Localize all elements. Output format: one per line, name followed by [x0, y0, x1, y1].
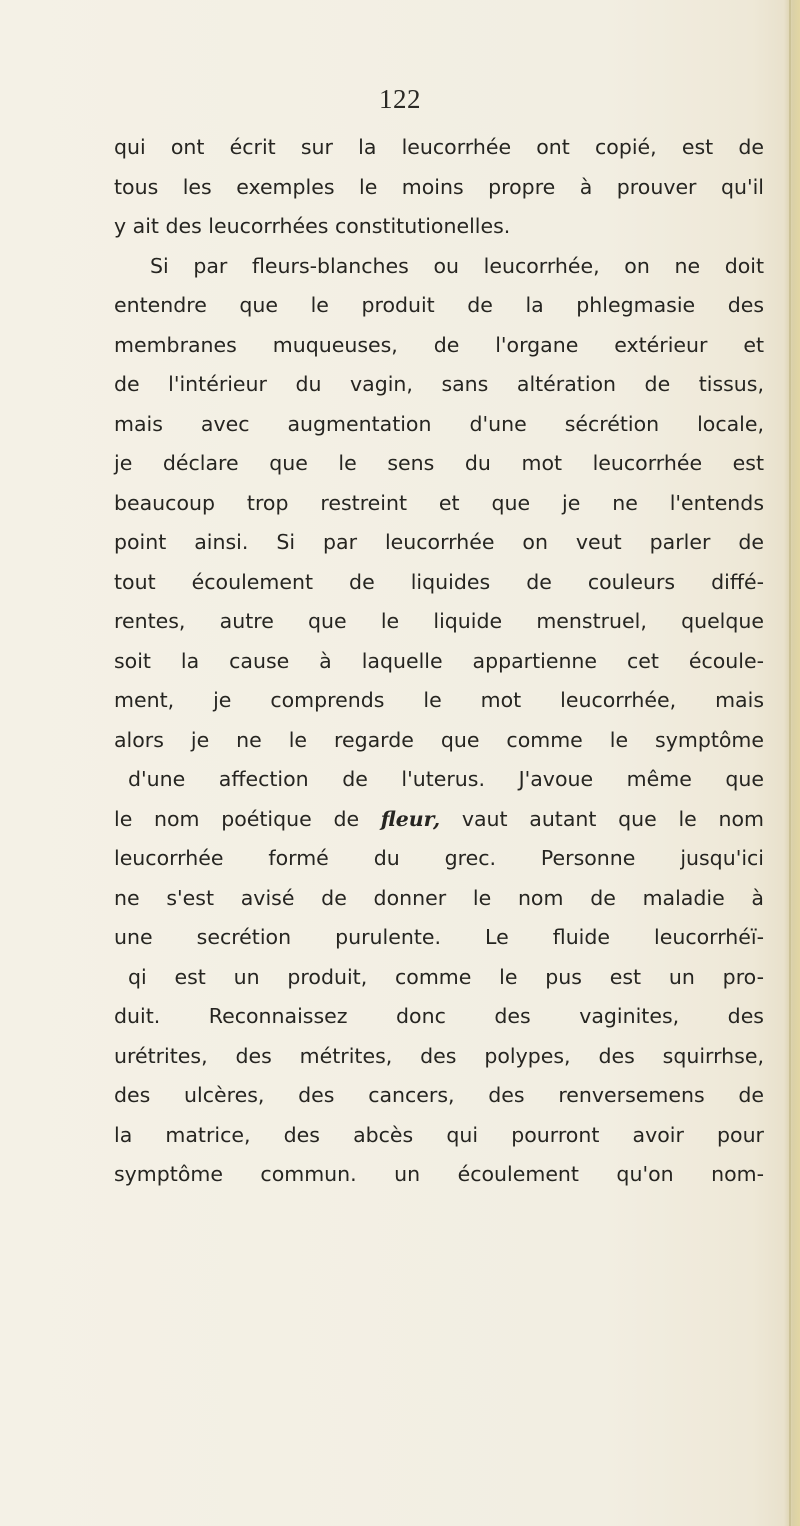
- text-line-7: de l'intérieur du vagin, sans altération de tissus,: [114, 372, 764, 396]
- text-line-1: qui ont écrit sur la leucorrhée ont copié, est de: [114, 135, 764, 159]
- text-line-22: qi est un produit, comme le pus est un pro-: [128, 964, 764, 989]
- text-line-23: duit. Reconnaissez donc des vaginites, des: [114, 1004, 764, 1028]
- text-line-21: une secrétion purulente. Le fluide leucorrhéï-: [114, 925, 764, 949]
- text-line-2: tous les exemples le moins propre à prouver qu'il: [114, 174, 764, 199]
- italic-word-fleur: fleur,: [380, 806, 441, 831]
- text-line-25: des ulcères, des cancers, des renversemens de: [114, 1083, 764, 1107]
- text-line-26: la matrice, des abcès qui pourront avoir pour: [114, 1122, 764, 1147]
- body-text: [114, 128, 764, 1195]
- text-line-9: je déclare que le sens du mot leucorrhée est: [114, 451, 764, 475]
- line-18-before: le nom poétique de: [114, 806, 381, 831]
- text-line-10: beaucoup trop restreint et que je ne l'entends: [114, 490, 764, 515]
- page-edge-line: [789, 0, 791, 1526]
- text-line-20: ne s'est avisé de donner le nom de maladie à: [114, 885, 764, 910]
- text-line-13: rentes, autre que le liquide menstruel, quelque: [114, 609, 764, 633]
- page-number: 122: [379, 84, 421, 114]
- text-line-6: membranes muqueuses, de l'organe extérieur et: [114, 332, 764, 357]
- page-edge-shadow: [784, 0, 800, 1526]
- text-line-17: d'une affection de l'uterus. J'avoue même que: [128, 767, 764, 791]
- text-line-27: symptôme commun. un écoulement qu'on nom-: [114, 1162, 764, 1186]
- text-line-11: point ainsi. Si par leucorrhée on veut parler de: [114, 530, 764, 554]
- text-line-24: urétrites, des métrites, des polypes, des squirrhse,: [114, 1043, 764, 1068]
- text-line-18: [114, 800, 764, 840]
- text-line-8: mais avec augmentation d'une sécrétion locale,: [114, 411, 764, 436]
- text-line-15: ment, je comprends le mot leucorrhée, mais: [114, 688, 764, 712]
- text-line-3: y ait des leucorrhées constitutionelles.: [114, 214, 511, 238]
- text-line-16: alors je ne le regarde que comme le symptôme: [114, 727, 764, 752]
- text-line-4: Si par fleurs-blanches ou leucorrhée, on ne doit: [150, 253, 764, 278]
- line-18-after: vaut autant que le nom: [440, 806, 764, 831]
- text-line-14: soit la cause à laquelle appartienne cet écoule-: [114, 648, 764, 673]
- text-line-19: leucorrhée formé du grec. Personne jusqu'ici: [114, 846, 764, 870]
- text-line-5: entendre que le produit de la phlegmasie des: [114, 293, 764, 317]
- text-line-12: tout écoulement de liquides de couleurs diffé-: [114, 569, 764, 594]
